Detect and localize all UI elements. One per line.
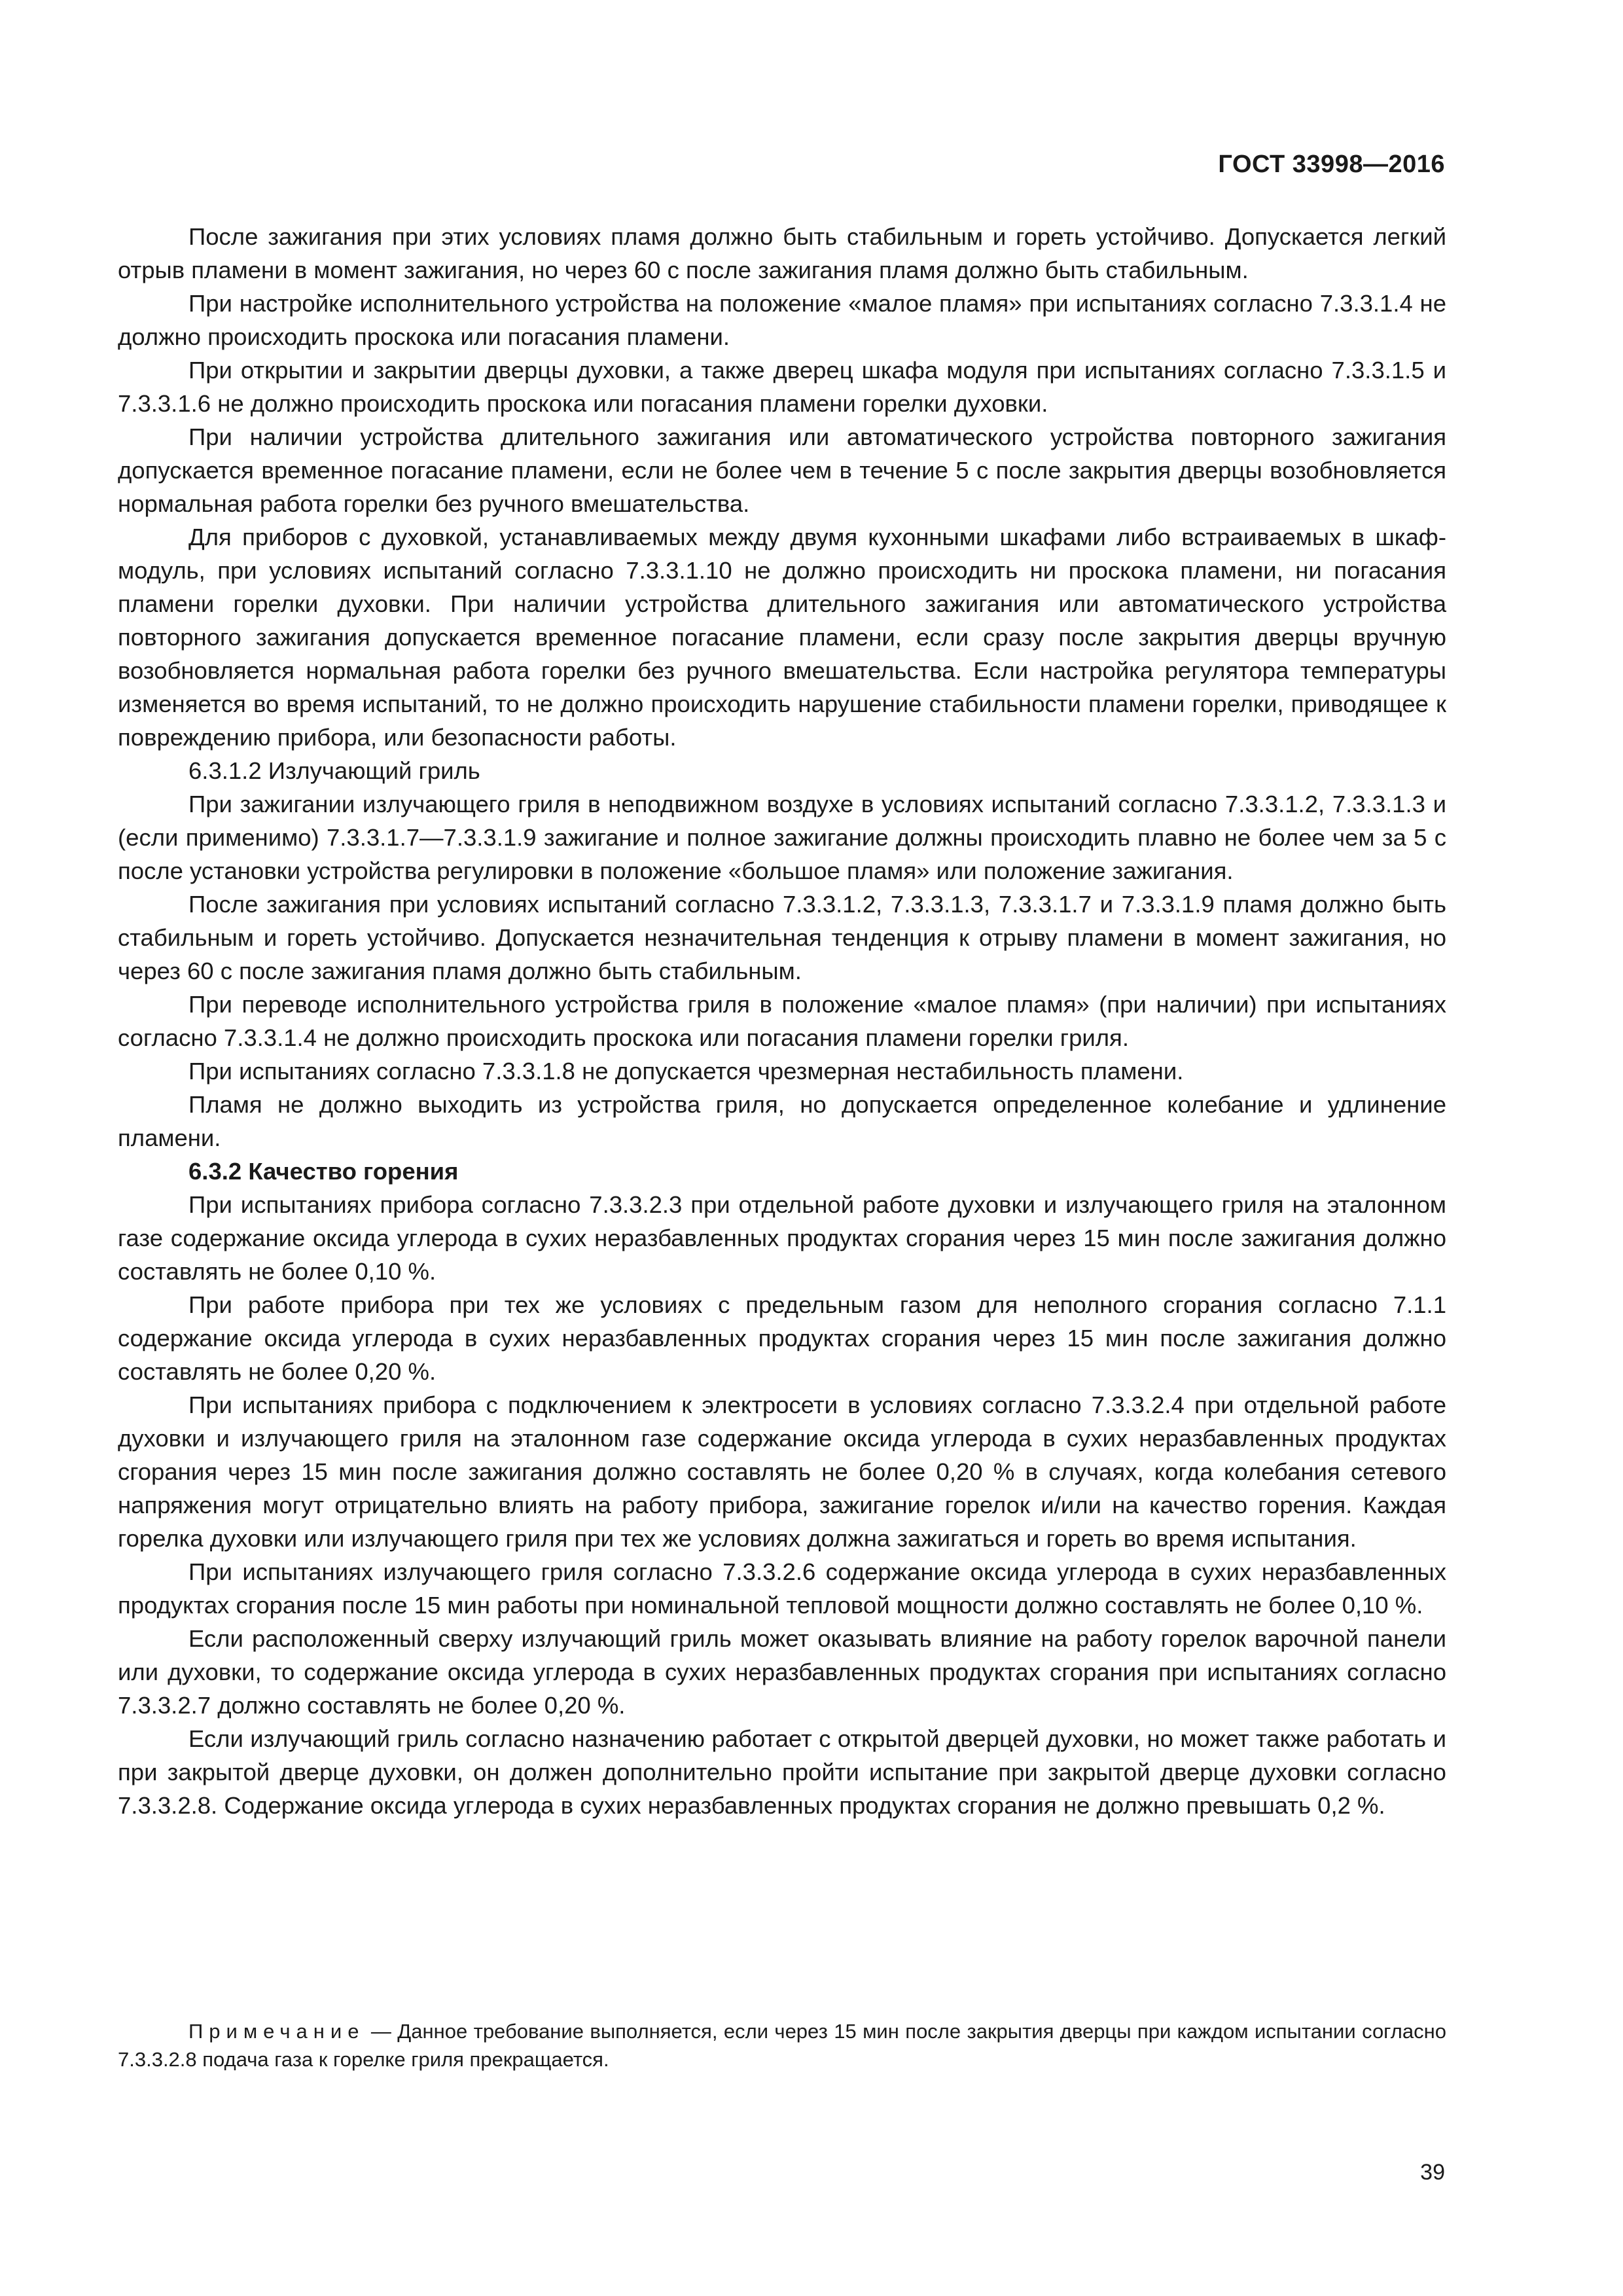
paragraph: При переводе исполнительного устройства гриля в положение «малое пламя» (при наличии) при испытаниях согласно 7.3.3.1.4 не должно происходить проскока или погасания пламени горелки гриля. <box>118 991 1446 1051</box>
paragraph: При работе прибора при тех же условиях с предельным газом для неполного сгорания согласно 7.1.1 содержание оксида углерода в сухих неразбавленных продуктах сгорания через 15 мин после зажигания должно составлять не более 0,20 %. <box>118 1291 1446 1385</box>
standard-id: ГОСТ 33998—2016 <box>1218 151 1445 178</box>
paragraph: Если расположенный сверху излучающий гриль может оказывать влияние на работу горелок варочной панели или духовки, то содержание оксида углерода в сухих неразбавленных продуктах сгорания при испытаниях согласно 7.3.3.2.7 должно составлять не более 0,20 %. <box>118 1625 1446 1719</box>
paragraph: При испытаниях прибора согласно 7.3.3.2.3 при отдельной работе духовки и излучающего гриля на эталонном газе содержание оксида углерода в сухих неразбавленных продуктах сгорания через 15 мин после зажигания должно составлять не более 0,10 %. <box>118 1191 1446 1285</box>
paragraph: Если излучающий гриль согласно назначению работает с открытой дверцей духовки, но может также работать и при закрытой дверце духовки, он должен дополнительно пройти испытание при закрытой дверце духовки согласно 7.3.3.2.8. Содержание оксида углерода в сухих неразбавленных продуктах сгорания не должно превышать 0,2 %. <box>118 1725 1446 1819</box>
paragraph: При испытаниях согласно 7.3.3.1.8 не допускается чрезмерная нестабильность пламени. <box>188 1058 1184 1085</box>
document-header <box>1218 151 1445 179</box>
paragraph: После зажигания при этих условиях пламя должно быть стабильным и гореть устойчиво. Допускается легкий отрыв пламени в момент зажигания, но через 60 с после зажигания пламя должно быть стабильным. <box>118 223 1446 283</box>
paragraph: После зажигания при условиях испытаний согласно 7.3.3.1.2, 7.3.3.1.3, 7.3.3.1.7 и 7.3.3.1.9 пламя должно быть стабильным и гореть устойчиво. Допускается незначительная тенденция к отрыву пламени в момент зажигания, но через 60 с после зажигания пламя должно быть стабильным. <box>118 891 1446 984</box>
paragraph: При наличии устройства длительного зажигания или автоматического устройства повторного зажигания допускается временное погасание пламени, если не более чем в течение 5 с после закрытия дверцы возобновляется нормальная работа горелки без ручного вмешательства. <box>118 423 1446 517</box>
paragraph: Для приборов с духовкой, устанавливаемых между двумя кухонными шкафами либо встраиваемых в шкаф-модуль, при условиях испытаний согласно 7.3.3.1.10 не должно происходить ни проскока пламени, ни погасания пламени горелки духовки. При наличии устройства длительного зажигания или автоматического устройства повторного зажигания допускается временное погасание пламени, если сразу после закрытия дверцы вручную возобновляется нормальная работа горелки без ручного вмешательства. Если настройка регулятора температуры изменяется во время испытаний, то не должно происходить нарушение стабильности пламени горелки, приводящее к повреждению прибора, или безопасности работы. <box>118 524 1446 751</box>
paragraph: При настройке исполнительного устройства на положение «малое пламя» при испытаниях согласно 7.3.3.1.4 не должно происходить проскока или погасания пламени. <box>118 290 1446 350</box>
paragraph: При открытии и закрытии дверцы духовки, а также дверец шкафа модуля при испытаниях согласно 7.3.3.1.5 и 7.3.3.1.6 не должно происходить проскока или погасания пламени горелки духовки. <box>118 357 1446 417</box>
paragraph: 6.3.1.2 Излучающий гриль <box>188 757 480 784</box>
section-heading: 6.3.2 Качество горения <box>188 1158 459 1185</box>
paragraph: При испытаниях излучающего гриля согласно 7.3.3.2.6 содержание оксида углерода в сухих неразбавленных продуктах сгорания после 15 мин работы при номинальной тепловой мощности должно составлять не более 0,10 %. <box>118 1558 1446 1619</box>
note-label: Примечание <box>188 2020 365 2043</box>
paragraph: Пламя не должно выходить из устройства гриля, но допускается определенное колебание и удлинение пламени. <box>118 1091 1446 1151</box>
paragraph: При испытаниях прибора с подключением к электросети в условиях согласно 7.3.3.2.4 при отдельной работе духовки и излучающего гриля на эталонном газе содержание оксида углерода в сухих неразбавленных продуктах сгорания через 15 мин после зажигания должно составлять не более 0,20 % в случаях, когда колебания сетевого напряжения могут отрицательно влиять на работу прибора, зажигание горелок и/или на качество горения. Каждая горелка духовки или излучающего гриля при тех же условиях должна зажигаться и гореть во время испытания. <box>118 1391 1446 1552</box>
page-number: 39 <box>1420 2160 1445 2185</box>
document-body <box>118 220 1446 1822</box>
paragraph: При зажигании излучающего гриля в неподвижном воздухе в условиях испытаний согласно 7.3.3.1.2, 7.3.3.1.3 и (если применимо) 7.3.3.1.7—7.3.3.1.9 зажигание и полное зажигание должны происходить плавно не более чем за 5 с после установки устройства регулировки в положение «большое пламя» или положение зажигания. <box>118 791 1446 884</box>
note-text: — Данное требование выполняется, если через 15 мин после закрытия дверцы при каждом испытании согласно 7.3.3.2.8 подача газа к горелке гриля прекращается. <box>118 2020 1446 2071</box>
note-block <box>118 2017 1446 2073</box>
